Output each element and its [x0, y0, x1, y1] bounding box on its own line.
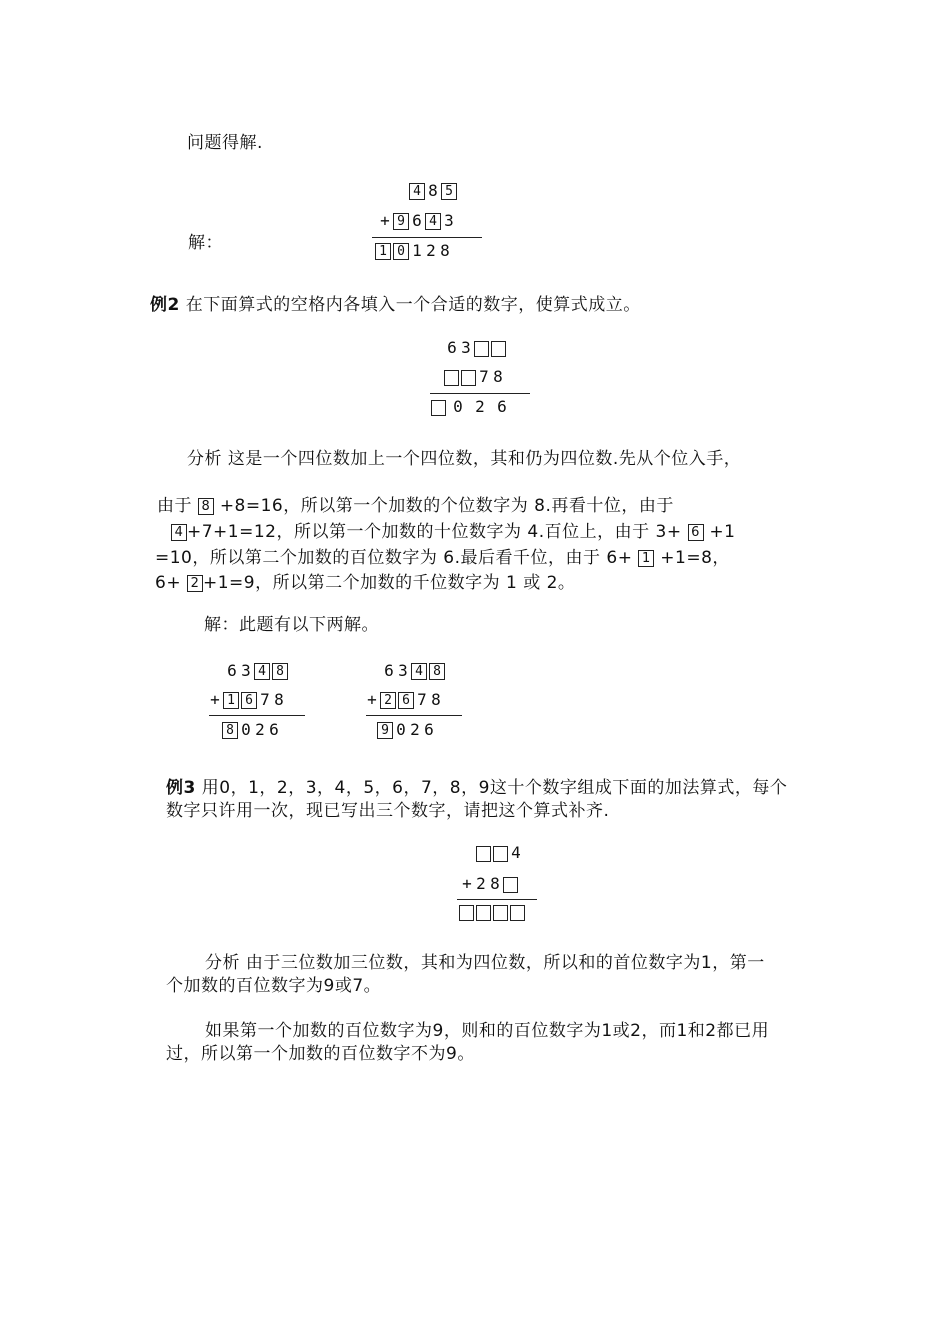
digit: 8: [428, 181, 438, 200]
plus-sign: +: [210, 690, 220, 709]
arithmetic-solution-a: [205, 660, 315, 745]
text: +7+1=12，所以第一个加数的十位数字为 4.百位上，由于 3+: [187, 522, 682, 542]
answer-box: 1: [375, 243, 391, 260]
digit: 8: [274, 690, 284, 709]
answer-box: 4: [409, 183, 425, 200]
reasoning-line-3: [155, 543, 730, 568]
answer-box: 8: [272, 663, 288, 680]
digit: 0: [453, 397, 463, 416]
digit: 8: [431, 690, 441, 709]
digit: 7: [417, 690, 427, 709]
answer-box: 1: [223, 692, 239, 709]
sum-line: [209, 715, 305, 716]
digit: 2: [255, 720, 265, 739]
answer-box: 4: [254, 663, 270, 680]
blank-box: [459, 905, 474, 921]
sum-line: [372, 237, 482, 238]
digit: 2: [476, 874, 486, 893]
answer-box: 2: [380, 692, 396, 709]
text: +8=16，所以第一个加数的个位数字为 8.再看十位，由于: [219, 496, 674, 516]
digit: 6: [227, 661, 237, 680]
digit: 2: [410, 720, 420, 739]
digit: 2: [426, 241, 436, 260]
digit: 3: [444, 211, 454, 230]
blank-box: [493, 905, 508, 921]
answer-box: 6: [688, 524, 704, 541]
sum-line: [366, 715, 462, 716]
text: 由于: [157, 496, 192, 516]
blank-box: [444, 370, 459, 386]
text: =10，所以第二个加数的百位数字为 6.最后看千位，由于 6+: [155, 548, 633, 568]
answer-box: 8: [198, 498, 214, 515]
digit: 0: [396, 720, 406, 739]
answer-box: 8: [222, 722, 238, 739]
digit: 3: [461, 338, 471, 357]
arithmetic-3: [455, 842, 555, 927]
analysis-line: 分析 这是一个四位数加上一个四位数，其和仍为四位数.先从个位入手，: [187, 449, 742, 469]
answer-box: 2: [187, 575, 203, 592]
reasoning-line-4: [155, 568, 575, 593]
analysis-line-4: 过，所以第一个加数的百位数字不为9。: [166, 1044, 475, 1064]
example-3-heading: [166, 773, 787, 798]
digit: 3: [398, 661, 408, 680]
digit: 6: [269, 720, 279, 739]
answer-box: 0: [393, 243, 409, 260]
digit: 4: [511, 843, 521, 862]
example-text: 用0，1，2，3，4，5，6，7，8，9这十个数字组成下面的加法算式，每个: [201, 778, 788, 798]
text: +1=8，: [660, 548, 730, 568]
text-line: 问题得解.: [187, 133, 263, 153]
answer-box: 4: [425, 213, 441, 230]
arithmetic-solution-b: [362, 660, 472, 745]
arithmetic-2: [425, 337, 545, 422]
digit: 6: [424, 720, 434, 739]
example-tag: 例2: [150, 295, 180, 315]
answer-box: 6: [398, 692, 414, 709]
answer-box: 4: [171, 524, 187, 541]
digit: 6: [412, 211, 422, 230]
arithmetic-1: [370, 180, 490, 265]
plus-sign: +: [462, 874, 472, 893]
sum-line: [457, 899, 537, 900]
blank-box: [510, 905, 525, 921]
example-text-line-2: 数字只许用一次，现已写出三个数字，请把这个算式补齐.: [166, 801, 610, 821]
blank-box: [431, 400, 446, 416]
blank-box: [491, 341, 506, 357]
digit: 0: [241, 720, 251, 739]
answer-box: 6: [241, 692, 257, 709]
plus-sign: +: [367, 690, 377, 709]
answer-box: 4: [411, 663, 427, 680]
analysis-line-3: 如果第一个加数的百位数字为9，则和的百位数字为1或2，而1和2都已用: [205, 1021, 770, 1041]
digit: 7: [260, 690, 270, 709]
text: 6+: [155, 573, 182, 593]
example-2-heading: [150, 290, 641, 315]
digit: 6: [497, 397, 507, 416]
blank-box: [461, 370, 476, 386]
analysis-line-1: 分析 由于三位数加三位数，其和为四位数，所以和的首位数字为1，第一: [205, 953, 765, 973]
blank-box: [474, 341, 489, 357]
solution-intro: 解：此题有以下两解。: [204, 615, 379, 635]
digit: 6: [384, 661, 394, 680]
answer-box: 1: [638, 550, 654, 567]
digit: 6: [447, 338, 457, 357]
example-text: 在下面算式的空格内各填入一个合适的数字，使算式成立。: [185, 295, 641, 315]
sum-line: [430, 393, 530, 394]
text: +1=9，所以第二个加数的千位数字为 1 或 2。: [202, 573, 576, 593]
example-tag: 例3: [166, 778, 196, 798]
analysis-line-2: 个加数的百位数字为9或7。: [166, 976, 382, 996]
text: +1: [709, 522, 736, 542]
answer-box: 9: [377, 722, 393, 739]
plus-sign: +: [380, 211, 390, 230]
digit: 2: [475, 397, 485, 416]
reasoning-line-2: [171, 517, 735, 542]
answer-box: 9: [393, 213, 409, 230]
digit: 1: [412, 241, 422, 260]
blank-box: [503, 877, 518, 893]
digit: 7: [479, 367, 489, 386]
blank-box: [476, 846, 491, 862]
answer-box: 8: [429, 663, 445, 680]
reasoning-line-1: [157, 491, 674, 516]
digit: 8: [490, 874, 500, 893]
blank-box: [493, 846, 508, 862]
answer-box: 5: [441, 183, 457, 200]
digit: 8: [493, 367, 503, 386]
blank-box: [476, 905, 491, 921]
digit: 8: [440, 241, 450, 260]
digit: 3: [241, 661, 251, 680]
solution-label: 解：: [188, 233, 223, 253]
